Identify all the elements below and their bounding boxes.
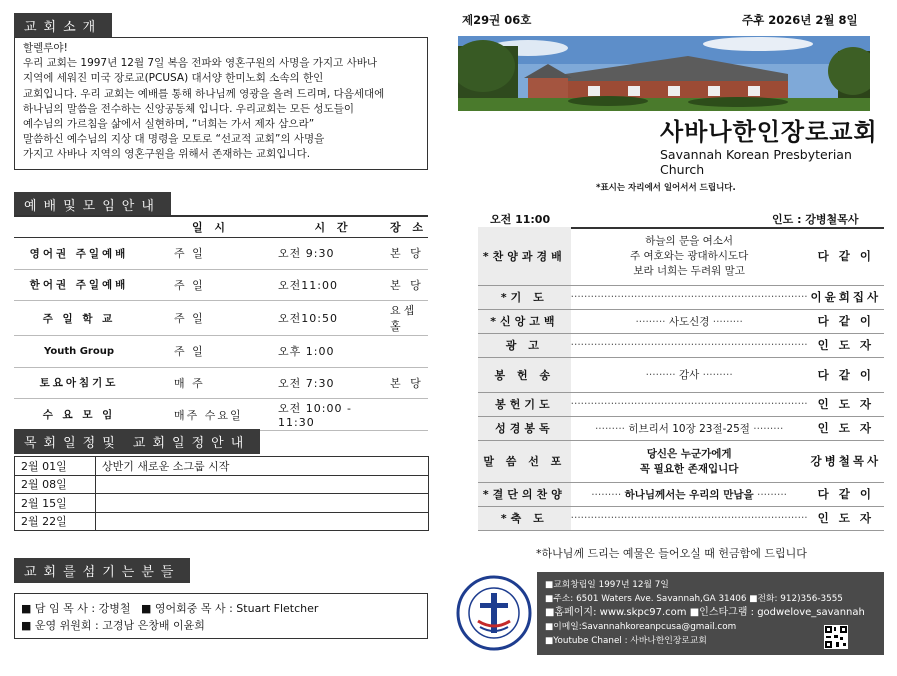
qr-code-icon [824,625,848,649]
intro-box [14,37,428,170]
order-label: 성경봉독 [478,416,571,440]
order-item-text: 히브리서 10장 23절-25절 [628,422,750,435]
worship-time: 오전11:00 [277,269,389,301]
order-content: ······································································· [571,506,808,530]
founded: ■교회창립일 1997년 12월 7일 [545,580,669,590]
order-person: 이윤희집사 [808,285,884,309]
worship-header: 예배및모임안내 [14,192,171,217]
worship-name: 주 일 학 교 [14,301,144,336]
worship-place: 본 당 [389,238,428,270]
worship-day: 주 일 [144,238,277,270]
worship-place: 본 당 [389,269,428,301]
church-name-kr: 사바나한인장로교회 [660,118,878,146]
committee: ■ 운영 위원회 : 고경남 은창배 이윤희 [21,619,205,632]
service-leader: 인도 : 강병철목사 [772,213,859,226]
worship-place [389,336,428,368]
worship-day: 주 일 [144,301,277,336]
worship-name: 영어권 주일예배 [14,238,144,270]
order-person: 다 같 이 [808,482,884,506]
order-person: 다 같 이 [808,357,884,392]
order-content: ········· 히브리서 10장 23절-25절 ········· [571,416,808,440]
schedule-row [15,494,429,513]
intro-header: 교회소개 [14,13,112,38]
worship-time: 오후 1:00 [277,336,389,368]
order-label: 말 씀 선 포 [478,440,571,482]
church-logo [456,575,532,651]
schedule-text [96,494,429,513]
order-content: ········· 사도신경 ········· [571,309,808,333]
worship-row [14,336,428,368]
worship-time: 오전10:50 [277,301,389,336]
worship-table [14,215,428,431]
intro-line: 우리 교회는 1997년 12월 7일 복음 전파와 영혼구원의 사명을 가지고 사바나 [23,57,377,70]
order-item-text: 당신은 누군가에게 [646,448,732,460]
intro-line: 지역에 세워진 미국 장로교(PCUSA) 대서양 한미노회 소속의 한인 [23,72,324,85]
schedule-text: 상반기 새로운 소그룹 시작 [96,457,429,476]
order-row [478,333,884,357]
intro-line: 말씀하신 예수님의 지상 대 명령을 모토로 “선교적 교회”의 사명을 [23,133,325,146]
order-person: 다 같 이 [808,227,884,285]
worship-day: 주 일 [144,336,277,368]
worship-place: 요셉홀 [389,301,428,336]
order-content [571,440,808,482]
senior-pastor: ■ 담 임 목 사 : 강병철 [21,602,131,615]
order-content: ········· 하나님께서는 우리의 만남을 ········· [571,482,808,506]
order-person: 인 도 자 [808,506,884,530]
intro-line: 교회입니다. 우리 교회는 예배를 통해 하나님께 영광을 올려 드리며, 다음세대에 [23,87,385,100]
order-person: 강병철목사 [808,440,884,482]
worship-row [14,399,428,431]
worship-place: 본 당 [389,367,428,399]
worship-time: 오전 9:30 [277,238,389,270]
worship-row [14,301,428,336]
offering-note: *하나님께 드리는 예물은 들어오실 때 헌금함에 드립니다 [536,547,807,560]
order-content: ······································································· [571,392,808,416]
order-row [478,482,884,506]
order-item-text: 감사 [678,369,700,381]
order-row [478,309,884,333]
order-content [571,227,808,285]
worship-name: 수 요 모 임 [14,399,144,431]
order-label: *찬양과경배 [478,227,571,285]
service-time: 오전 11:00 [490,213,551,226]
col-time: 시 간 [277,216,389,238]
order-label: 봉 헌 송 [478,357,571,392]
worship-name: 한어권 주일예배 [14,269,144,301]
order-item-text: 하나님께서는 우리의 만남을 [624,488,754,501]
order-row [478,506,884,530]
order-table [478,227,884,531]
email: ■이메일:Savannahkoreanpcusa@gmail.com [545,622,737,632]
order-person: 다 같 이 [808,309,884,333]
order-row [478,357,884,392]
worship-row [14,238,428,270]
intro-line: 예수님의 가르침을 삶에서 실현하며, “너희는 가서 제자 삼으라” [23,118,315,131]
order-item-text: 사도신경 [668,315,710,328]
schedule-date: 2월 22일 [15,512,96,531]
worship-name: Youth Group [14,336,144,368]
order-content: ······································································· [571,285,808,309]
order-row [478,285,884,309]
order-item-text: 보라 너희는 두려워 말고 [633,265,745,278]
worship-row [14,269,428,301]
worship-day: 주 일 [144,269,277,301]
youtube: ■Youtube Chanel : 사바나한인장로교회 [545,636,707,646]
worship-row [14,367,428,399]
volume: 제29권 06호 [462,13,532,27]
worship-day: 매 주 [144,367,277,399]
col-place: 장 소 [389,216,428,238]
order-content: ······································································· [571,333,808,357]
staff-box [14,593,428,639]
schedule-row [15,475,429,494]
worship-name: 토요아침기도 [14,367,144,399]
col-day: 일 시 [144,216,277,238]
schedule-text [96,512,429,531]
order-person: 인 도 자 [808,333,884,357]
schedule-date: 2월 08일 [15,475,96,494]
church-photo [458,36,870,111]
order-content: ········· 감사 ········· [571,357,808,392]
schedule-date: 2월 01일 [15,457,96,476]
order-row [478,440,884,482]
standing-note: *표시는 자리에서 일어서서 드립니다. [596,183,736,193]
homepage: ■홈페이지: www.skpc97.com ■인스타그램 : godwelove_savannah [545,607,865,618]
schedule-row [15,512,429,531]
intro-line: 하나님의 말씀을 전수하는 신앙공동체 입니다. 우리교회는 모든 성도들이 [23,102,354,115]
address: ■주소: 6501 Waters Ave. Savannah,GA 31406 ■전화: 912)356-3555 [545,594,843,604]
worship-day: 매주 수요일 [144,399,277,431]
order-label: 광 고 [478,333,571,357]
schedule-table [14,456,429,531]
intro-line: 할렐루야! [23,42,68,54]
order-label: *결단의찬양 [478,482,571,506]
order-person: 인 도 자 [808,416,884,440]
order-item-text: 하늘의 문을 여소서 [645,235,734,248]
staff-header: 교회를섬기는분들 [14,558,190,583]
order-label: 봉헌기도 [478,392,571,416]
order-item-text: 주 여호와는 광대하시도다 [630,250,749,263]
worship-place [389,399,428,431]
english-pastor: ■ 영어회중 목 사 : Stuart Fletcher [140,602,319,615]
bulletin-date: 주후 2026년 2월 8일 [742,13,858,27]
schedule-header: 목회일정및 교회일정안내 [14,429,260,454]
schedule-row [15,457,429,476]
church-name-en: Savannah Korean Presbyterian Church [660,147,852,177]
worship-time: 오전 7:30 [277,367,389,399]
order-label: *축 도 [478,506,571,530]
order-row [478,392,884,416]
order-row [478,227,884,285]
intro-line: 가지고 사바나 지역의 영혼구원을 위해서 존재하는 교회입니다. [23,148,311,161]
order-item-text: 꼭 필요한 존재입니다 [639,463,739,475]
order-label: *신앙고백 [478,309,571,333]
worship-time: 오전 10:00 - 11:30 [277,399,389,431]
schedule-text [96,475,429,494]
order-person: 인 도 자 [808,392,884,416]
schedule-date: 2월 15일 [15,494,96,513]
order-row [478,416,884,440]
order-label: *기 도 [478,285,571,309]
